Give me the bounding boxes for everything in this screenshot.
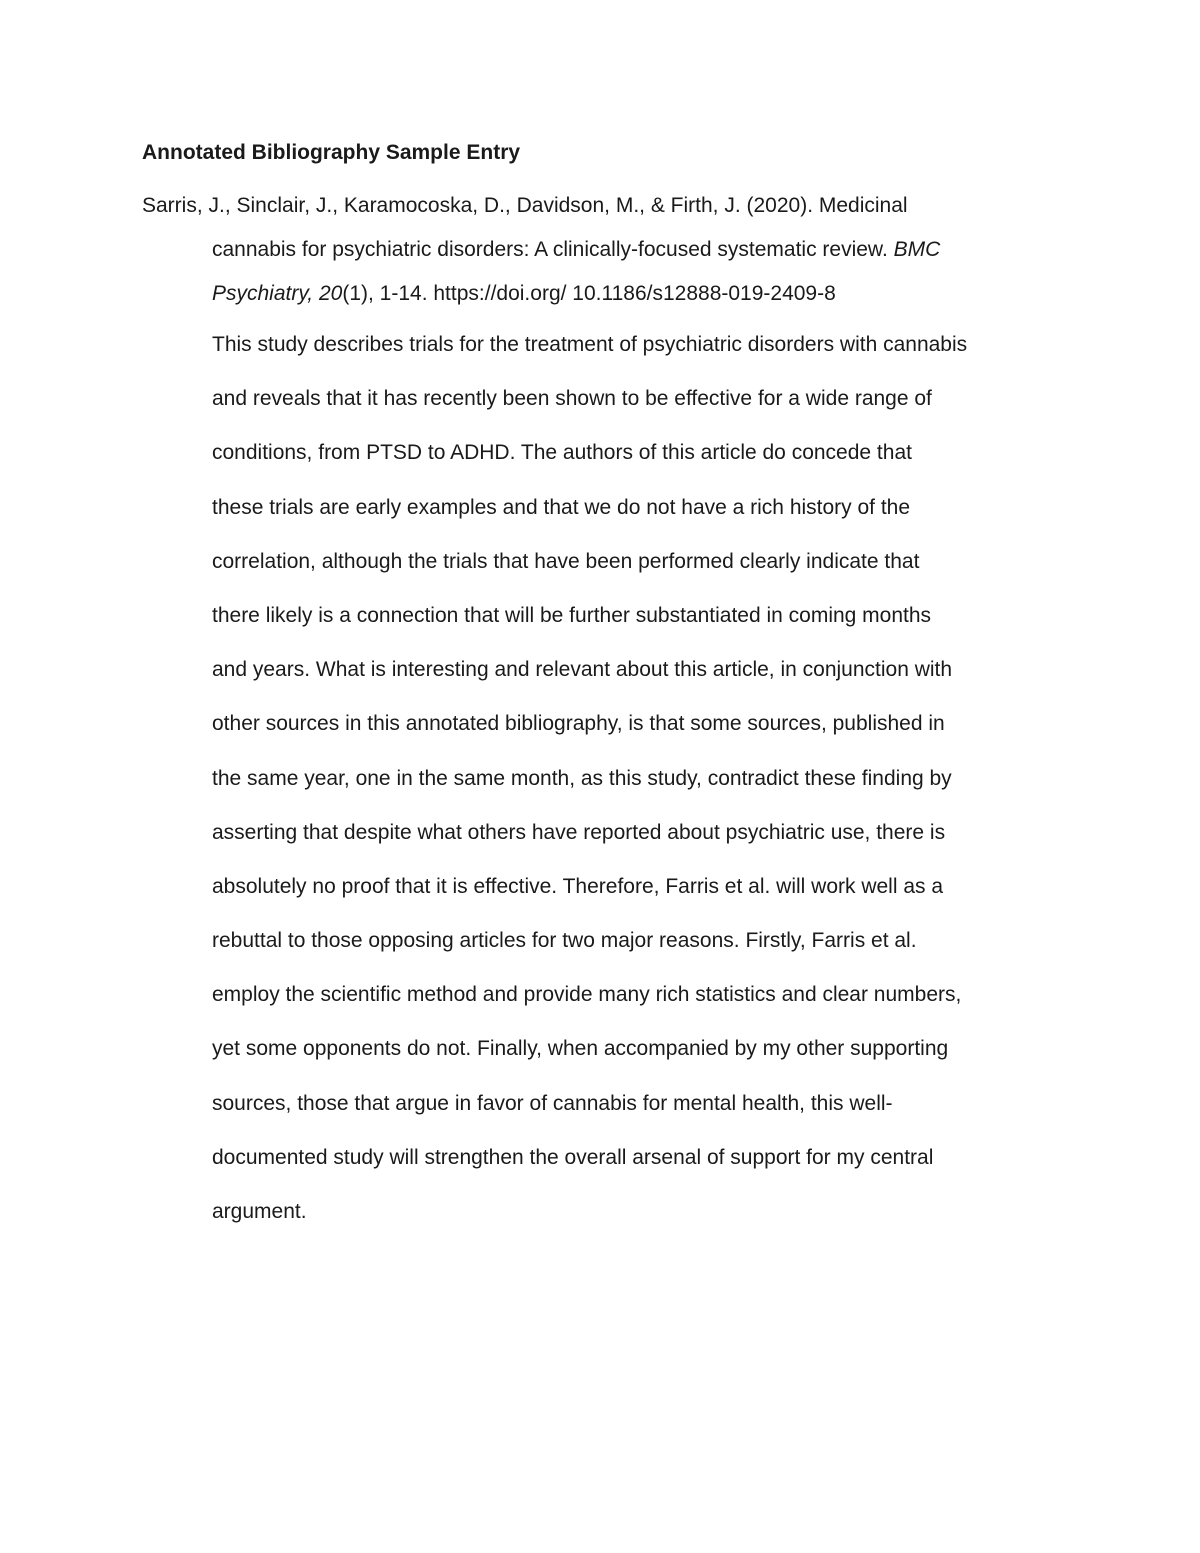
annotation-line: argument. — [212, 1200, 307, 1223]
citation-line-1: Sarris, J., Sinclair, J., Karamocoska, D., Davidson, M., & Firth, J. (2020). Medicinal — [142, 194, 908, 217]
annotation-line: and reveals that it has recently been shown to be effective for a wide range of — [212, 387, 932, 411]
annotation-line: This study describes trials for the treatment of psychiatric disorders with cannabis — [212, 333, 968, 356]
annotation-line: there likely is a connection that will be further substantiated in coming months — [212, 603, 932, 627]
citation-journal-part-1: BMC — [893, 238, 941, 261]
annotation-line: yet some opponents do not. Finally, when accompanied by my other supporting — [212, 1037, 949, 1061]
annotation-line: absolutely no proof that it is effective. Therefore, Farris et al. will work well as a — [212, 874, 944, 898]
annotation-line: and years. What is interesting and relevant about this article, in conjunction with — [212, 658, 953, 682]
annotation-line: sources, those that argue in favor of cannabis for mental health, this well- — [212, 1091, 893, 1115]
citation-line-3 — [142, 272, 1042, 316]
citation-issue-pages-doi: (1), 1-14. https://doi.org/ 10.1186/s12888-019-2409-8 — [342, 282, 836, 305]
annotation-line: correlation, although the trials that have been performed clearly indicate that — [212, 549, 920, 573]
annotation-line: these trials are early examples and that we do not have a rich history of the — [212, 495, 911, 519]
annotation-line: asserting that despite what others have reported about psychiatric use, there is — [212, 820, 946, 844]
annotation-line: documented study will strengthen the overall arsenal of support for my central — [212, 1145, 934, 1169]
citation-article-title: cannabis for psychiatric disorders: A clinically-focused systematic review. — [212, 238, 894, 261]
citation-volume: 20 — [318, 282, 343, 305]
annotation-line: employ the scientific method and provide many rich statistics and clear numbers, — [212, 983, 962, 1007]
annotation-line: conditions, from PTSD to ADHD. The authors of this article do concede that — [212, 441, 912, 465]
annotation-paragraph — [212, 318, 1112, 1239]
citation-block — [142, 184, 1042, 316]
annotation-line: rebuttal to those opposing articles for two major reasons. Firstly, Farris et al. — [212, 929, 917, 953]
annotation-line: the same year, one in the same month, as this study, contradict these finding by — [212, 766, 952, 790]
document-title: Annotated Bibliography Sample Entry — [142, 141, 521, 164]
citation-journal-part-2: Psychiatry, — [212, 282, 314, 305]
annotation-line: other sources in this annotated bibliography, is that some sources, published in — [212, 712, 945, 736]
citation-line-2 — [142, 228, 1042, 272]
